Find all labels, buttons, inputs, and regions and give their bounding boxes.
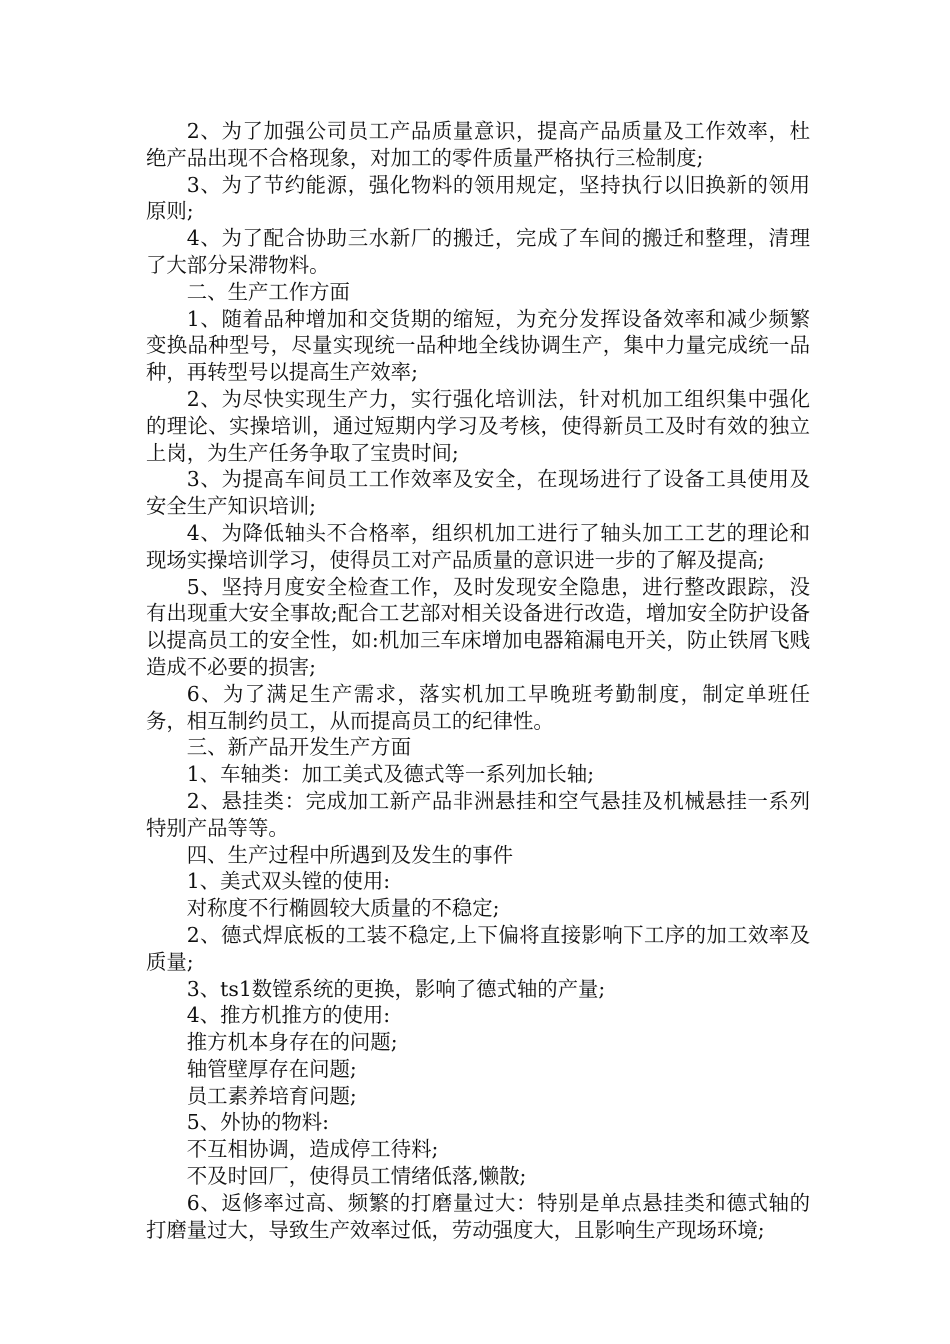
paragraph: 6、返修率过高、频繁的打磨量过大：特别是单点悬挂类和德式轴的打磨量过大，导致生产效率过低，劳动强度大，且影响生产现场环境; <box>146 1190 810 1242</box>
paragraph: 4、推方机推方的使用: <box>186 1003 391 1028</box>
section-heading: 二、生产工作方面 <box>186 279 350 304</box>
paragraph: 1、随着品种增加和交货期的缩短，为充分发挥设备效率和减少频繁变换品种型号，尽量实现统一品种地全线协调生产，集中力量完成统一品种，再转型号以提高生产效率; <box>146 306 810 385</box>
section-heading: 四、生产过程中所遇到及发生的事件 <box>186 842 514 867</box>
section-heading: 三、新产品开发生产方面 <box>186 735 412 760</box>
paragraph: 轴管壁厚存在问题; <box>186 1056 357 1081</box>
paragraph: 3、ts1数镗系统的更换，影响了德式轴的产量; <box>186 976 606 1001</box>
paragraph: 2、为尽快实现生产力，实行强化培训法，针对机加工组织集中强化的理论、实操培训，通过短期内学习及考核，使得新员工及时有效的独立上岗，为生产任务争取了宝贵时间; <box>146 386 810 465</box>
paragraph: 员工素养培育问题; <box>186 1083 357 1108</box>
paragraph: 2、德式焊底板的工装不稳定,上下偏将直接影响下工序的加工效率及质量; <box>146 922 810 974</box>
paragraph: 4、为了配合协助三水新厂的搬迁，完成了车间的搬迁和整理，清理了大部分呆滞物料。 <box>146 226 810 277</box>
paragraph: 4、为降低轴头不合格率，组织机加工进行了轴头加工工艺的理论和现场实操培训学习，使得员工对产品质量的意识进一步的了解及提高; <box>146 520 810 572</box>
paragraph: 6、为了满足生产需求，落实机加工早晚班考勤制度，制定单班任务，相互制约员工，从而提高员工的纪律性。 <box>146 681 810 733</box>
paragraph: 5、外协的物料: <box>186 1110 329 1135</box>
paragraph: 2、为了加强公司员工产品质量意识，提高产品质量及工作效率，杜绝产品出现不合格现象，对加工的零件质量严格执行三检制度; <box>146 119 810 170</box>
paragraph: 1、美式双头镗的使用: <box>186 869 391 894</box>
paragraph: 推方机本身存在的问题; <box>186 1030 398 1055</box>
paragraph: 2、悬挂类：完成加工新产品非洲悬挂和空气悬挂及机械悬挂一系列特别产品等等。 <box>146 788 810 840</box>
paragraph: 不及时回厂，使得员工情绪低落,懒散; <box>186 1164 527 1189</box>
paragraph: 3、为了节约能源，强化物料的领用规定，坚持执行以旧换新的领用原则; <box>146 172 810 224</box>
paragraph: 3、为提高车间员工工作效率及安全，在现场进行了设备工具使用及安全生产知识培训; <box>146 467 810 519</box>
paragraph: 1、车轴类：加工美式及德式等一系列加长轴; <box>186 762 595 787</box>
paragraph: 5、坚持月度安全检查工作，及时发现安全隐患，进行整改跟踪，没有出现重大安全事故;配合工艺部对相关设备进行改造，增加安全防护设备以提高员工的安全性，如:机加三车床增加电器箱漏电开关，防止铁屑飞贱造成不必要的损害; <box>146 574 810 679</box>
paragraph: 对称度不行椭圆较大质量的不稳定; <box>186 896 500 921</box>
paragraph: 不互相协调，造成停工待料; <box>186 1137 439 1162</box>
document-body <box>146 118 810 1243</box>
